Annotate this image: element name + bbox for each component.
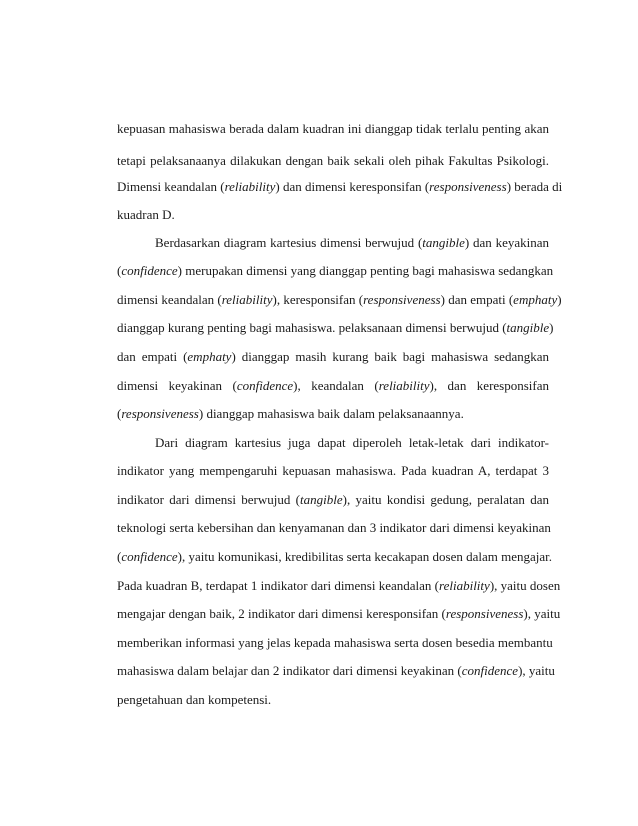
text-line: (responsiveness) dianggap mahasiswa baik dalam pelaksanaannya. [117, 406, 464, 421]
text-line: pengetahuan dan kompetensi. [117, 692, 272, 707]
text-line: Dari diagram kartesius juga dapat diperoleh letak-letak dari indikator- [155, 435, 549, 450]
text-line: kepuasan mahasiswa berada dalam kuadran ini dianggap tidak terlalu penting akan [117, 121, 549, 136]
text-line: mengajar dengan baik, 2 indikator dari dimensi keresponsifan (responsiveness), yaitu [117, 606, 561, 621]
text-line: Berdasarkan diagram kartesius dimensi berwujud (tangible) dan keyakinan [155, 235, 549, 250]
text-line: kuadran D. [117, 207, 175, 222]
text-line: dianggap kurang penting bagi mahasiswa. pelaksanaan dimensi berwujud (tangible) [117, 320, 554, 335]
text-line: tetapi pelaksanaanya dilakukan dengan baik sekali oleh pihak Fakultas Psikologi. [117, 153, 549, 168]
text-line: (confidence), yaitu komunikasi, kredibilitas serta kecakapan dosen dalam mengajar. [117, 549, 553, 564]
text-line: Dimensi keandalan (reliability) dan dimensi keresponsifan (responsiveness) berada di [117, 179, 563, 194]
text-line: indikator yang mempengaruhi kepuasan mahasiswa. Pada kuadran A, terdapat 3 [117, 463, 549, 478]
text-line: (confidence) merupakan dimensi yang dianggap penting bagi mahasiswa sedangkan [117, 263, 554, 278]
text-line: mahasiswa dalam belajar dan 2 indikator dari dimensi keyakinan (confidence), yaitu [117, 663, 555, 678]
text-line: teknologi serta kebersihan dan kenyamanan dan 3 indikator dari dimensi keyakinan [117, 520, 551, 535]
text-line: dan empati (emphaty) dianggap masih kurang baik bagi mahasiswa sedangkan [117, 349, 549, 364]
text-line: indikator dari dimensi berwujud (tangible), yaitu kondisi gedung, peralatan dan [117, 492, 549, 507]
text-line: dimensi keyakinan (confidence), keandalan (reliability), dan keresponsifan [117, 378, 549, 393]
text-line: Pada kuadran B, terdapat 1 indikator dari dimensi keandalan (reliability), yaitu dosen [117, 578, 561, 593]
text-line: memberikan informasi yang jelas kepada mahasiswa serta dosen besedia membantu [117, 635, 553, 650]
text-line: dimensi keandalan (reliability), keresponsifan (responsiveness) dan empati (emphaty) [117, 292, 562, 307]
